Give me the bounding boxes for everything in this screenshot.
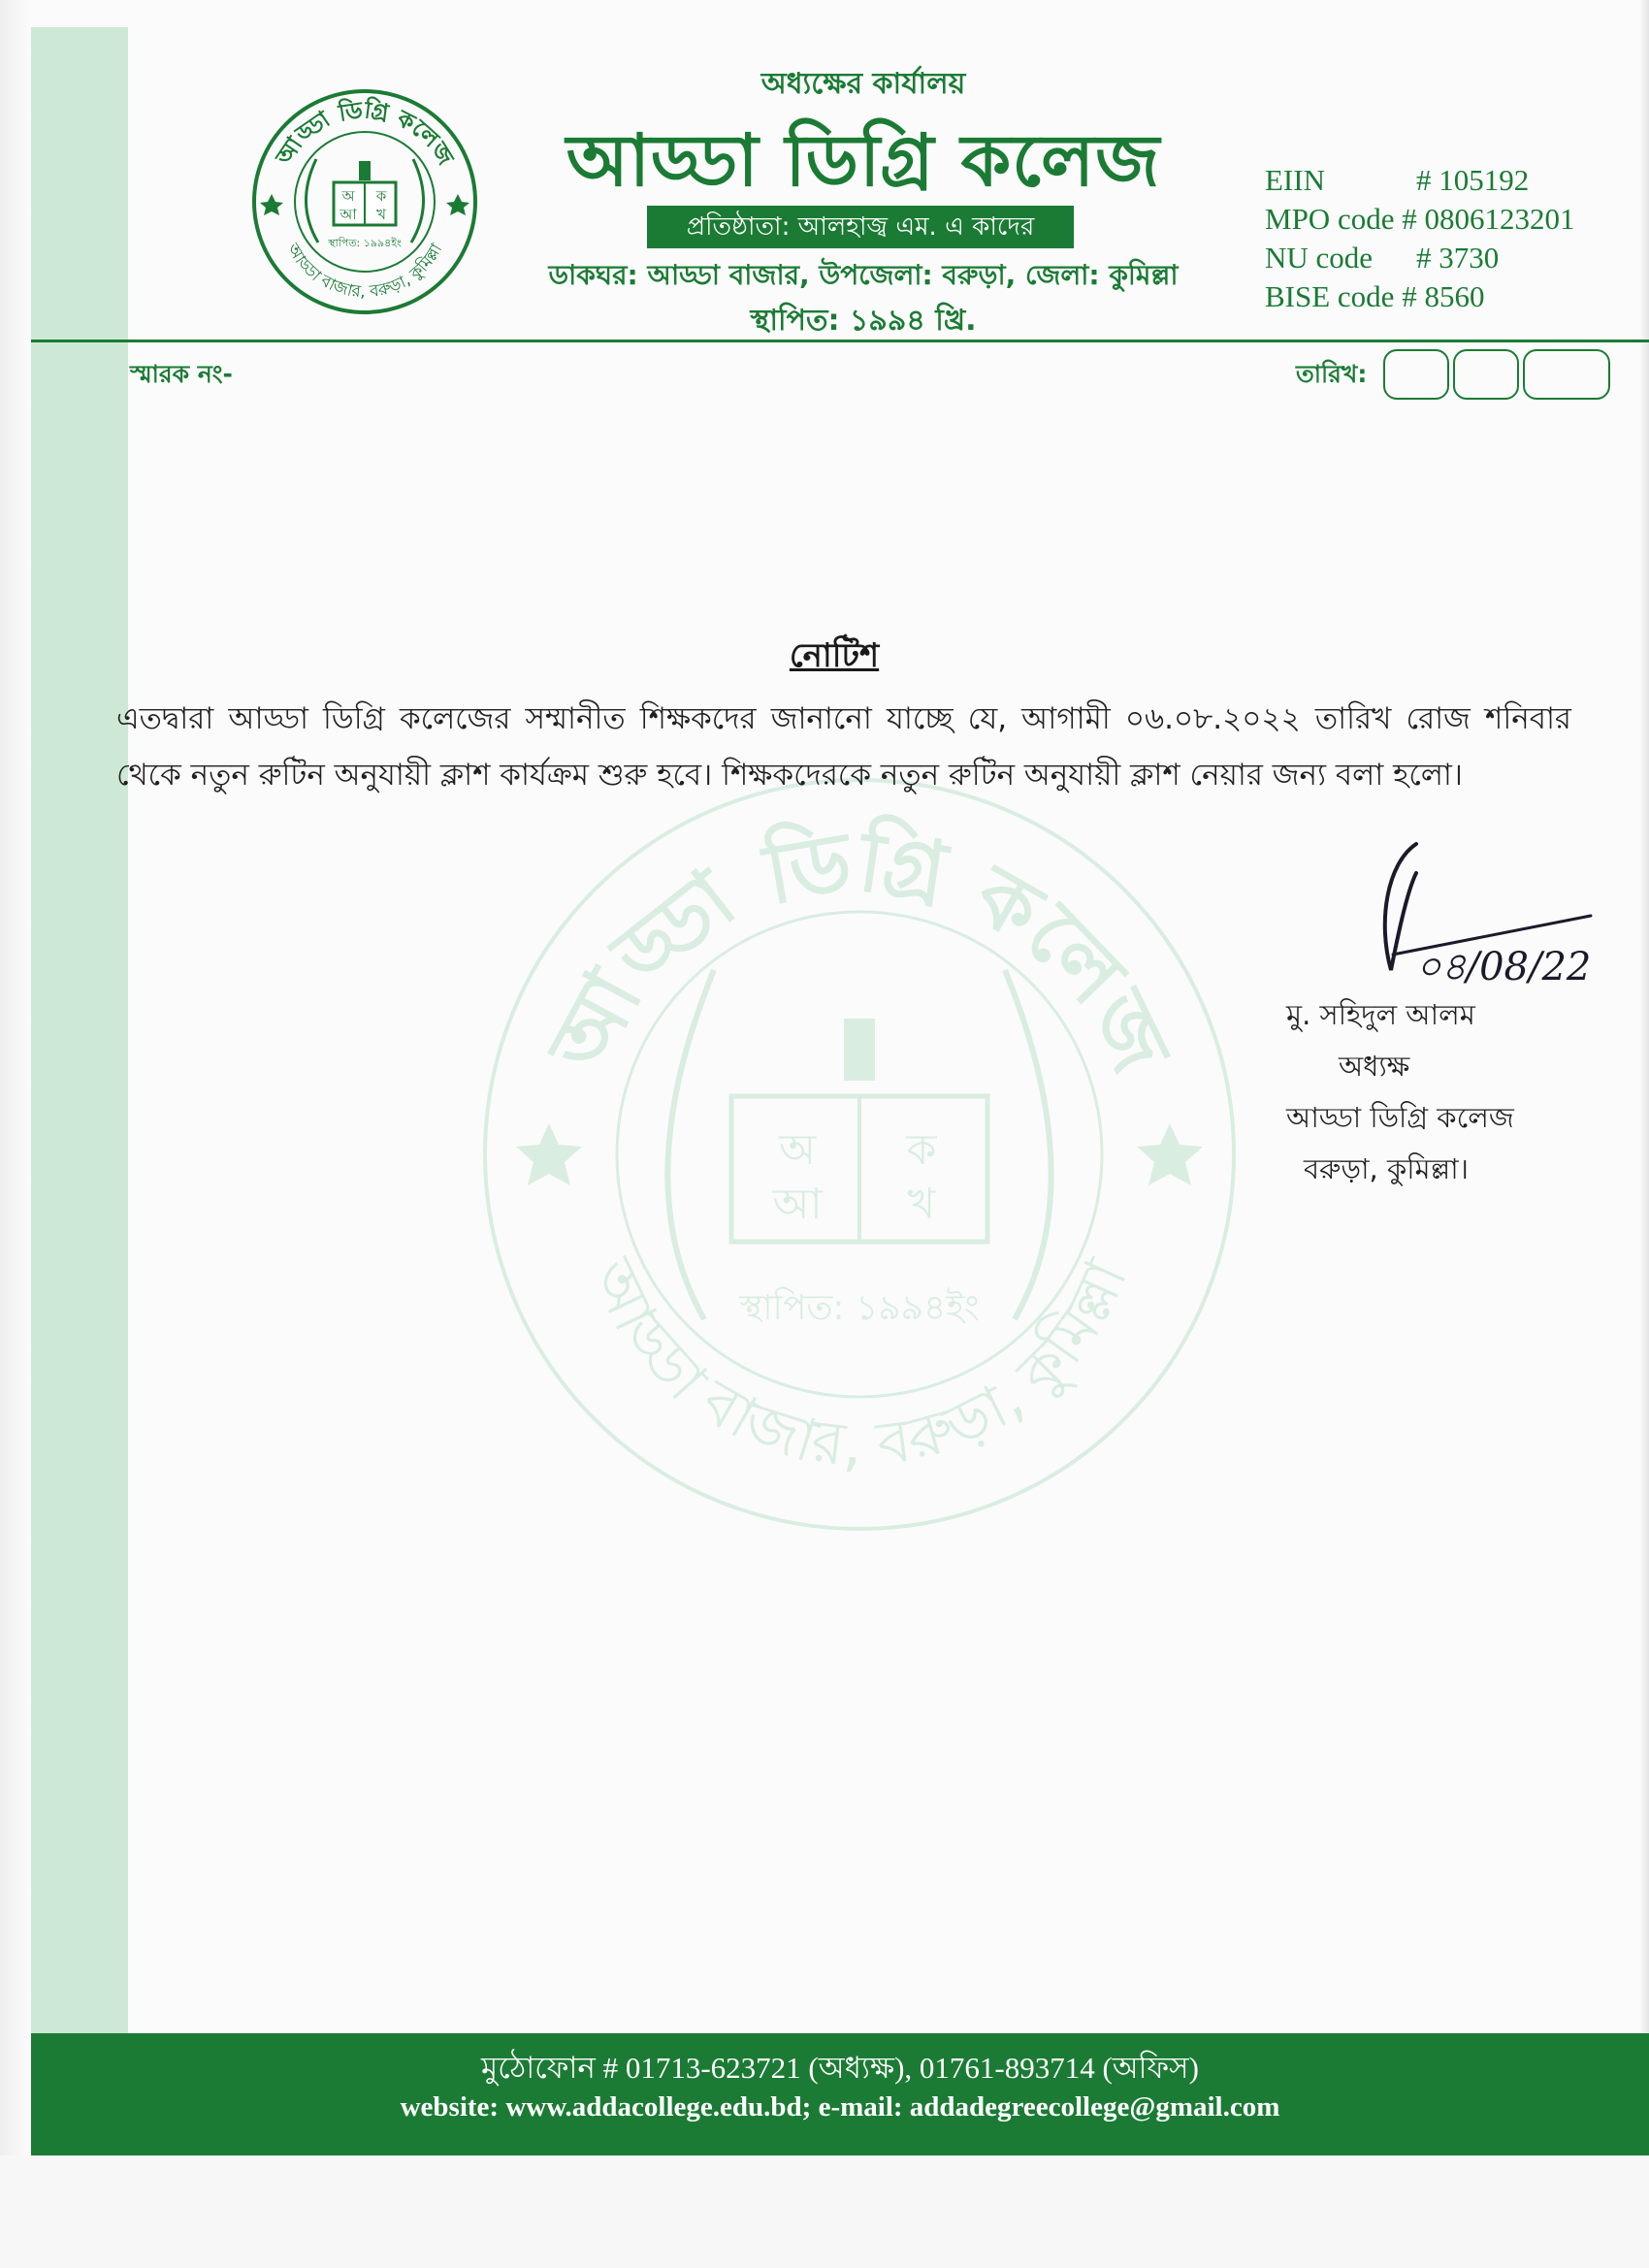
logo-letter: ক	[375, 187, 387, 205]
signatory-institution: আড্ডা ডিগ্রি কলেজ	[1286, 1101, 1514, 1134]
code-label: MPO code	[1265, 202, 1395, 236]
watermark-top-text: আড্ডা ডিগ্রি কলেজ	[530, 813, 1189, 1087]
watermark-bottom-text: আড্ডা বাজার, বরুড়া, কুমিল্লা	[577, 1247, 1142, 1480]
left-green-strip	[31, 27, 128, 2035]
watermark-letter: খ	[907, 1180, 936, 1229]
logo-top-text: আড্ডা ডিগ্রি কলেজ	[270, 96, 460, 170]
book-icon	[334, 161, 396, 225]
code-value: # 105192	[1416, 163, 1530, 197]
footer-phone: মুঠোফোন # 01713-623721 (অধ্যক্ষ), 01761-893714 (অফিস)	[481, 2051, 1199, 2085]
code-label: NU code	[1265, 241, 1374, 275]
code-row-bise	[1265, 277, 1633, 316]
header-divider	[31, 340, 1649, 342]
code-label: EIIN	[1265, 163, 1325, 197]
founder-banner: প্রতিষ্ঠাতা: আলহাজ্ব এম. এ কাদের	[647, 206, 1074, 248]
logo-seal-text: স্থাপিত: ১৯৯৪ইং	[328, 237, 402, 249]
logo-letter: আ	[340, 206, 357, 223]
watermark-letter: আ	[772, 1180, 823, 1229]
notice-body: এতদ্বারা আড্ডা ডিগ্রি কলেজের সম্মানীত শিক্ষকদের জানানো যাচ্ছে যে, আগামী ০৬.০৮.২০২২ তারিখ রোজ শনিবার থেকে নতুন রুটিন অনুযায়ী ক্লাশ কার্যক্রম শুরু হবে। শিক্ষকদেরকে নতুন রুটিন অনুযায়ী ক্লাশ নেয়ার জন্য বলা হলো।	[116, 701, 1571, 793]
date-box-month[interactable]	[1453, 349, 1519, 400]
signatory-block	[1271, 989, 1562, 1195]
code-row-mpo	[1265, 200, 1633, 239]
code-value: # 0806123201	[1402, 202, 1575, 236]
code-row-eiin	[1265, 161, 1633, 200]
code-value: # 8560	[1402, 279, 1485, 313]
book-icon	[731, 1019, 987, 1242]
date-box-year[interactable]	[1523, 349, 1610, 400]
signature-date: ০৪/08/22	[1415, 945, 1592, 989]
watermark-seal	[481, 776, 1238, 1533]
institution-codes	[1265, 161, 1633, 316]
date-box-day[interactable]	[1383, 349, 1449, 400]
signatory-location: বরুড়া, কুমিল্লা।	[1304, 1152, 1470, 1185]
logo-bottom-text: আড্ডা বাজার, বরুড়া, কুমিল্লা	[282, 240, 447, 303]
office-line: অধ্যক্ষের কার্যালয়	[760, 67, 966, 101]
college-name-heading: আড্ডা ডিগ্রি কলেজ	[566, 119, 1161, 203]
watermark-letter: ক	[906, 1125, 937, 1175]
signatory-name: মু. সহিদুল আলম	[1286, 998, 1475, 1031]
bottom-margin	[0, 2155, 1649, 2268]
footer-bar	[31, 2033, 1649, 2155]
watermark-letter: অ	[778, 1125, 817, 1175]
code-row-nu	[1265, 239, 1633, 277]
footer-website-email[interactable]: website: www.addacollege.edu.bd; e-mail: addadegreecollege@gmail.com	[400, 2091, 1280, 2122]
svg-text:আড্ডা ডিগ্রি কলেজ	[270, 95, 460, 171]
logo-letter: খ	[376, 206, 386, 223]
date-label: তারিখ:	[1296, 360, 1368, 388]
established-line: স্থাপিত: ১৯৯৪ খ্রি.	[750, 304, 977, 338]
address-line: ডাকঘর: আড্ডা বাজার, উপজেলা: বরুড়া, জেলা: কুমিল্লা	[548, 259, 1179, 291]
watermark-seal-text: স্থাপিত: ১৯৯৪ইং	[739, 1288, 980, 1328]
svg-text:আড্ডা বাজার, বরুড়া, কুমিল্লা	[577, 1247, 1142, 1479]
college-logo	[250, 87, 479, 316]
handwritten-signature	[1348, 834, 1630, 999]
signatory-designation: অধ্যক্ষ	[1339, 1050, 1410, 1083]
code-value: # 3730	[1416, 241, 1500, 275]
memo-ref-label: স্মারক নং-	[130, 360, 233, 388]
notice-title: নোটিশ	[789, 636, 880, 675]
code-label: BISE code	[1265, 279, 1395, 313]
logo-letter: অ	[341, 187, 355, 205]
